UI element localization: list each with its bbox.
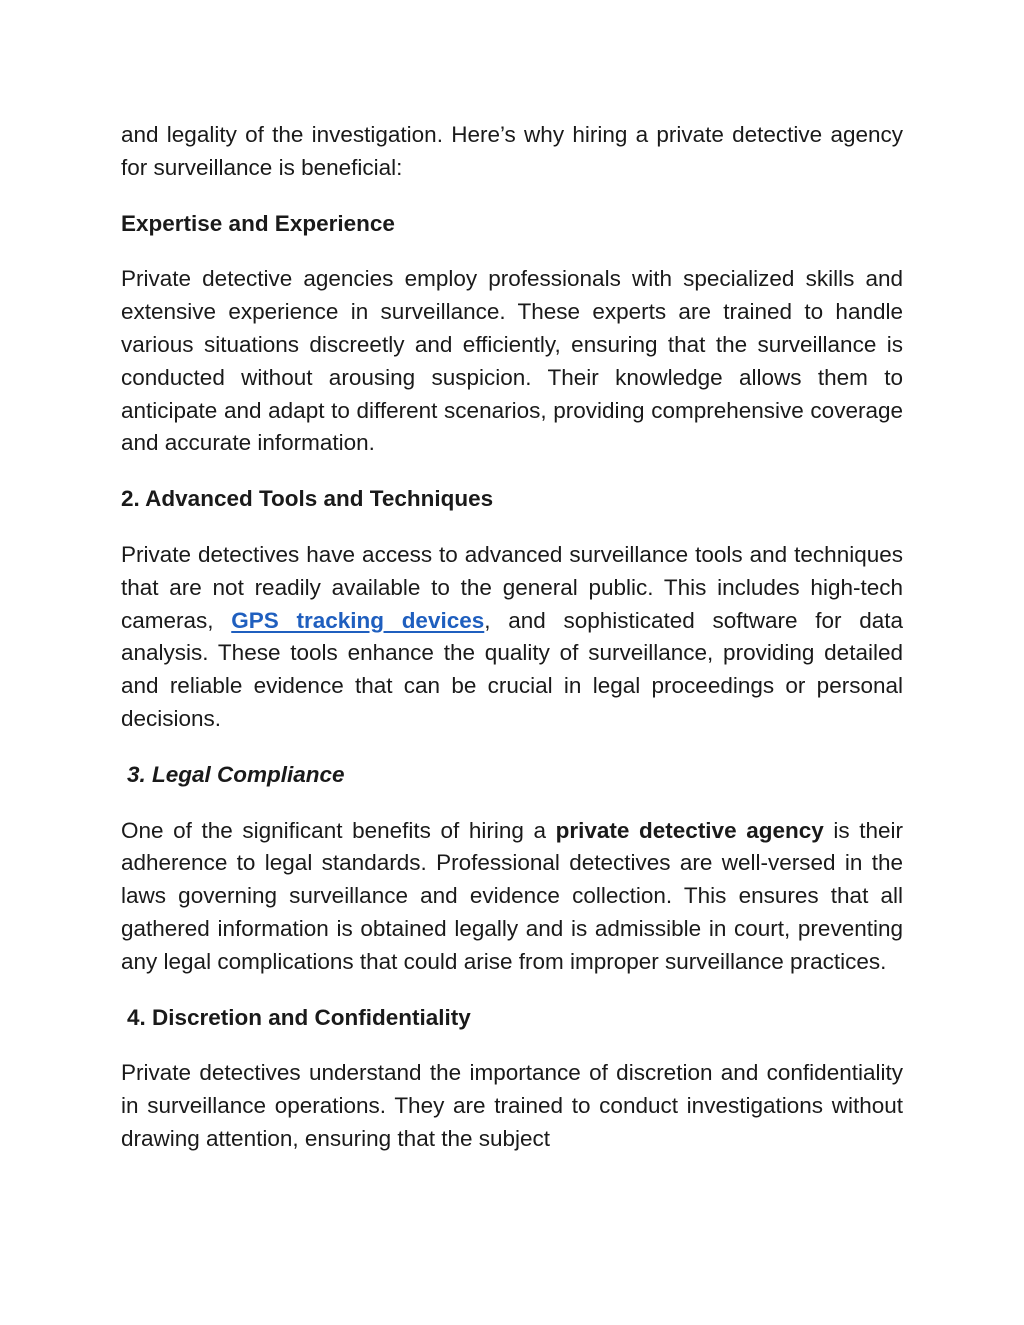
paragraph-advanced-tools bbox=[121, 539, 903, 736]
heading-legal-compliance: 3. Legal Compliance bbox=[127, 761, 345, 787]
heading-discretion: 4. Discretion and Confidentiality bbox=[127, 1004, 471, 1030]
heading-advanced-tools: 2. Advanced Tools and Techniques bbox=[121, 486, 494, 512]
gps-tracking-link[interactable]: GPS tracking devices bbox=[231, 607, 485, 633]
intro-paragraph: and legality of the investigation. Here’s why hiring a private detective agency for surveillance is beneficial: bbox=[121, 122, 903, 180]
paragraph-discretion: Private detectives understand the importance of discretion and confidentiality in surveillance operations. They are trained to conduct investigations without drawing attention, ensuring that the subject bbox=[121, 1060, 903, 1151]
text-segment: is their adherence to legal standards. Professional detectives are well-versed in the laws governing surveillance and evidence collection. This ensures that all gathered information is obtained legally and is admissible in court, preventing any legal complications that could arise from improper surveillance practices. bbox=[121, 817, 903, 974]
text-segment: One of the significant benefits of hiring a bbox=[121, 817, 556, 843]
paragraph-legal-compliance bbox=[121, 815, 903, 979]
text-segment: Private detectives have access to advanced surveillance tools and techniques that are not readily available to the general public. This includes high-tech cameras, bbox=[121, 541, 903, 633]
heading-expertise: Expertise and Experience bbox=[121, 210, 395, 236]
bold-phrase: private detective agency bbox=[555, 817, 824, 843]
text-segment: , and sophisticated software for data analysis. These tools enhance the quality of surveillance, providing detailed and reliable evidence that can be crucial in legal proceedings or personal decisions. bbox=[121, 607, 904, 731]
paragraph-expertise: Private detective agencies employ professionals with specialized skills and extensive experience in surveillance. These experts are trained to handle various situations discreetly and efficiently, ensuring that the surveillance is conducted without arousing suspicion. Their knowledge allows them to anticipate and adapt to different scenarios, providing comprehensive coverage and accurate information. bbox=[121, 266, 903, 456]
document-page bbox=[121, 119, 903, 1156]
